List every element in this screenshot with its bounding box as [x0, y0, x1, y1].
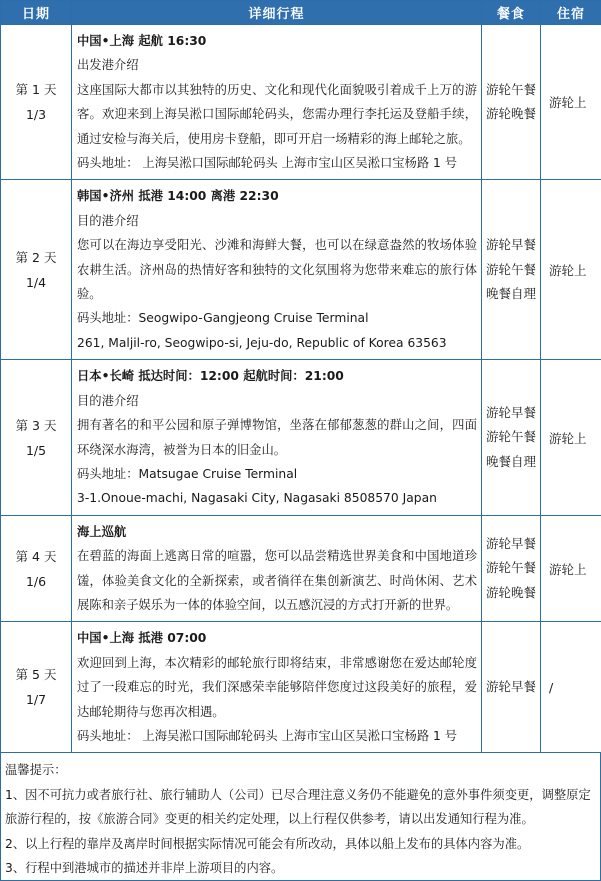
meal-item: 游轮早餐 — [482, 401, 540, 426]
day-label: 第 3 天 — [1, 413, 71, 438]
meal-item: 晚餐自理 — [482, 450, 540, 475]
terminal-address-line-2: 3-1.Onoue-machi, Nagasaki City, Nagasaki 8508570 Japan — [77, 486, 477, 510]
terminal-address: 码头地址：Seogwipo-Gangjeong Cruise Terminal — [77, 306, 477, 330]
header-stay: 住宿 — [541, 1, 601, 25]
port-description: 这座国际大都市以其独特的历史、文化和现代化面貌吸引着成千上万的游客。欢迎来到上海吴淞口国际邮轮码头，您需办理行李托运及登船手续，通过安检与海关后，使用房卡登船，即可开启一场精彩的海上邮轮之旅。 — [77, 78, 477, 151]
day-cell — [1, 622, 72, 753]
port-title: 日本•长崎 抵达时间：12:00 起航时间：21:00 — [77, 364, 477, 388]
meal-item: 游轮早餐 — [482, 675, 540, 700]
intro-label: 目的港介绍 — [77, 389, 477, 413]
detail-cell — [72, 360, 482, 515]
notes-section — [0, 753, 601, 881]
day-date: 1/3 — [1, 102, 71, 127]
intro-label: 出发港介绍 — [77, 53, 477, 77]
detail-cell — [72, 622, 482, 753]
terminal-address: 码头地址： 上海吴淞口国际邮轮码头 上海市宝山区吴淞口宝杨路 1 号 — [77, 724, 477, 748]
meal-cell — [482, 360, 541, 515]
meal-cell — [482, 515, 541, 622]
meal-cell — [482, 180, 541, 360]
port-title: 中国•上海 起航 16:30 — [77, 29, 477, 53]
stay-cell: 游轮上 — [541, 25, 601, 180]
table-row-day-4 — [1, 515, 601, 622]
table-row-day-1 — [1, 25, 601, 180]
port-title: 中国•上海 抵港 07:00 — [77, 626, 477, 650]
notes-title: 温馨提示： — [5, 758, 594, 783]
day-label: 第 4 天 — [1, 544, 71, 569]
day-date: 1/7 — [1, 687, 71, 712]
day-date: 1/5 — [1, 438, 71, 463]
detail-cell — [72, 25, 482, 180]
table-row-day-2 — [1, 180, 601, 360]
header-detail: 详细行程 — [72, 1, 482, 25]
table-row-day-3 — [1, 360, 601, 515]
day-date: 1/6 — [1, 569, 71, 594]
port-description: 在碧蓝的海面上逃离日常的喧嚣，您可以品尝精选世界美食和中国地道珍馐，体验美食文化的全新探索，或者徜徉在集创新演艺、时尚休闲、艺术展陈和亲子娱乐为一体的体验空间，以五感沉浸的方式打开新的世界。 — [77, 544, 477, 617]
day-label: 第 5 天 — [1, 662, 71, 687]
terminal-address: 码头地址： 上海吴淞口国际邮轮码头 上海市宝山区吴淞口宝杨路 1 号 — [77, 151, 477, 175]
port-title: 海上巡航 — [77, 520, 477, 544]
table-row-day-5 — [1, 622, 601, 753]
terminal-address-line-2: 261, Maljil-ro, Seogwipo-si, Jeju-do, Republic of Korea 63563 — [77, 331, 477, 355]
day-cell — [1, 515, 72, 622]
port-title: 韩国•济州 抵港 14:00 离港 22:30 — [77, 184, 477, 208]
meal-item: 游轮午餐 — [482, 425, 540, 450]
stay-cell: 游轮上 — [541, 515, 601, 622]
intro-label: 目的港介绍 — [77, 209, 477, 233]
header-meal: 餐食 — [482, 1, 541, 25]
meal-item: 游轮晚餐 — [482, 581, 540, 606]
note-item: 1、因不可抗力或者旅行社、旅行辅助人（公司）已尽合理注意义务仍不能避免的意外事件须变更，调整原定旅游行程的，按《旅游合同》变更的相关约定处理，以上行程仅供参考，请以出发通知行程为准。 — [5, 783, 594, 832]
meal-item: 游轮午餐 — [482, 78, 540, 103]
day-cell — [1, 180, 72, 360]
detail-cell — [72, 515, 482, 622]
meal-item: 游轮晚餐 — [482, 102, 540, 127]
detail-cell — [72, 180, 482, 360]
stay-cell: / — [541, 622, 601, 753]
note-item: 3、行程中到港城市的描述并非岸上游项目的内容。 — [5, 856, 594, 881]
day-label: 第 1 天 — [1, 77, 71, 102]
port-description: 欢迎回到上海，本次精彩的邮轮旅行即将结束，非常感谢您在爱达邮轮度过了一段难忘的时光，我们深感荣幸能够陪伴您度过这段美好的旅程，爱达邮轮期待与您再次相遇。 — [77, 651, 477, 724]
stay-cell: 游轮上 — [541, 360, 601, 515]
meal-cell — [482, 622, 541, 753]
day-label: 第 2 天 — [1, 245, 71, 270]
table-header-row — [1, 1, 601, 25]
day-cell — [1, 25, 72, 180]
meal-item: 游轮早餐 — [482, 532, 540, 557]
day-cell — [1, 360, 72, 515]
meal-item: 游轮午餐 — [482, 556, 540, 581]
terminal-address: 码头地址：Matsugae Cruise Terminal — [77, 462, 477, 486]
meal-item: 游轮午餐 — [482, 258, 540, 283]
meal-cell — [482, 25, 541, 180]
note-item: 2、以上行程的靠岸及离岸时间根据实际情况可能会有所改动，具体以船上发布的具体内容为准。 — [5, 832, 594, 857]
meal-item: 游轮早餐 — [482, 233, 540, 258]
meal-item: 晚餐自理 — [482, 282, 540, 307]
day-date: 1/4 — [1, 270, 71, 295]
header-date: 日期 — [1, 1, 72, 25]
stay-cell: 游轮上 — [541, 180, 601, 360]
port-description: 拥有著名的和平公园和原子弹博物馆，坐落在郁郁葱葱的群山之间，四面环绕深水海湾，被誉为日本的旧金山。 — [77, 413, 477, 462]
port-description: 您可以在海边享受阳光、沙滩和海鲜大餐，也可以在绿意盎然的牧场体验农耕生活。济州岛的热情好客和独特的文化氛围将为您带来难忘的旅行体验。 — [77, 233, 477, 306]
